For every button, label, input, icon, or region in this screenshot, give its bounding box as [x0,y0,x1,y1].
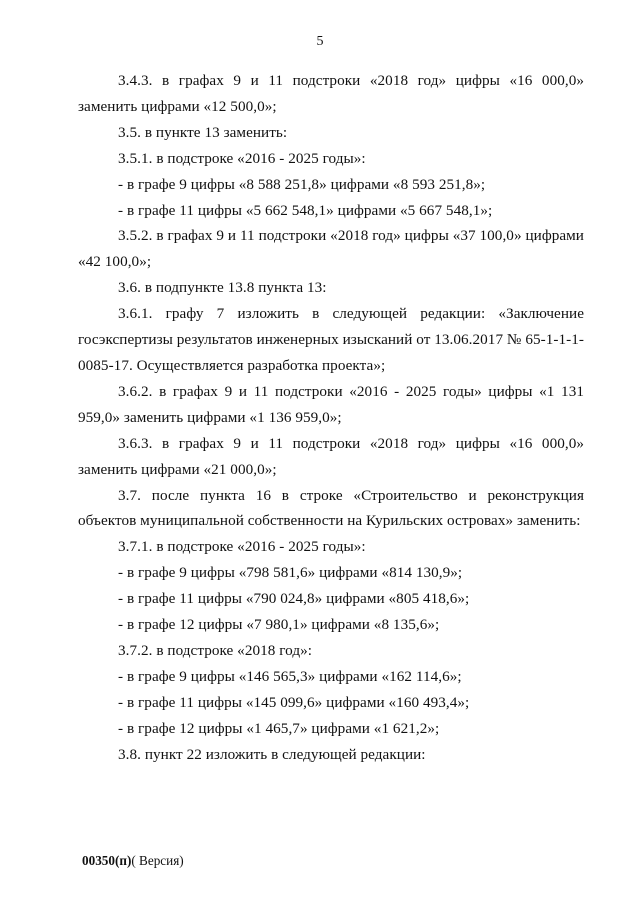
list-item: - в графе 11 цифры «5 662 548,1» цифрами «5 667 548,1»; [118,201,493,219]
list-item: - в графе 12 цифры «7 980,1» цифрами «8 135,6»; [118,616,440,634]
list-item: - в графе 12 цифры «1 465,7» цифрами «1 621,2»; [118,719,440,737]
paragraph-3-7: 3.7. после пункта 16 в строке «Строительство и реконструкция объектов муниципальной собственности на Курильских островах» заменить: [78,486,584,530]
paragraph-3-4-3: 3.4.3. в графах 9 и 11 подстроки «2018 год» цифры «16 000,0» заменить цифрами «12 500,0»; [78,72,584,115]
document-code: 00350(п) [82,853,132,868]
paragraph-3-6: 3.6. в подпункте 13.8 пункта 13: [118,279,327,297]
paragraph-3-7-1: 3.7.1. в подстроке «2016 - 2025 годы»: [118,538,366,556]
paragraph-3-6-3: 3.6.3. в графах 9 и 11 подстроки «2018 год» цифры «16 000,0» заменить цифрами «21 000,0»; [78,434,584,478]
page-number: 5 [316,34,324,49]
document-footer [82,853,184,869]
paragraph-3-5-2: 3.5.2. в графах 9 и 11 подстроки «2018 год» цифры «37 100,0» цифрами «42 100,0»; [78,227,584,271]
paragraph-3-8: 3.8. пункт 22 изложить в следующей редакции: [118,745,426,763]
list-item: - в графе 9 цифры «146 565,3» цифрами «162 114,6»; [118,667,462,685]
paragraph-3-6-2: 3.6.2. в графах 9 и 11 подстроки «2016 - 2025 годы» цифры «1 131 959,0» заменить цифрами «1 136 959,0»; [78,382,584,426]
document-version: ( Версия) [131,853,184,868]
list-item: - в графе 9 цифры «8 588 251,8» цифрами «8 593 251,8»; [118,175,486,193]
list-item: - в графе 9 цифры «798 581,6» цифрами «814 130,9»; [118,564,463,582]
paragraph-3-5: 3.5. в пункте 13 заменить: [118,123,288,141]
paragraph-3-7-2: 3.7.2. в подстроке «2018 год»: [118,641,313,659]
document-body [78,68,584,767]
paragraph-3-6-1: 3.6.1. графу 7 изложить в следующей редакции: «Заключение госэкспертизы результатов инженерных изысканий от 13.06.2017 № 65-1-1-1-0085-17. Осуществляется разработка проекта»; [78,305,584,374]
list-item: - в графе 11 цифры «145 099,6» цифрами «160 493,4»; [118,693,470,711]
list-item: - в графе 11 цифры «790 024,8» цифрами «805 418,6»; [118,590,470,608]
paragraph-3-5-1: 3.5.1. в подстроке «2016 - 2025 годы»: [118,149,366,167]
